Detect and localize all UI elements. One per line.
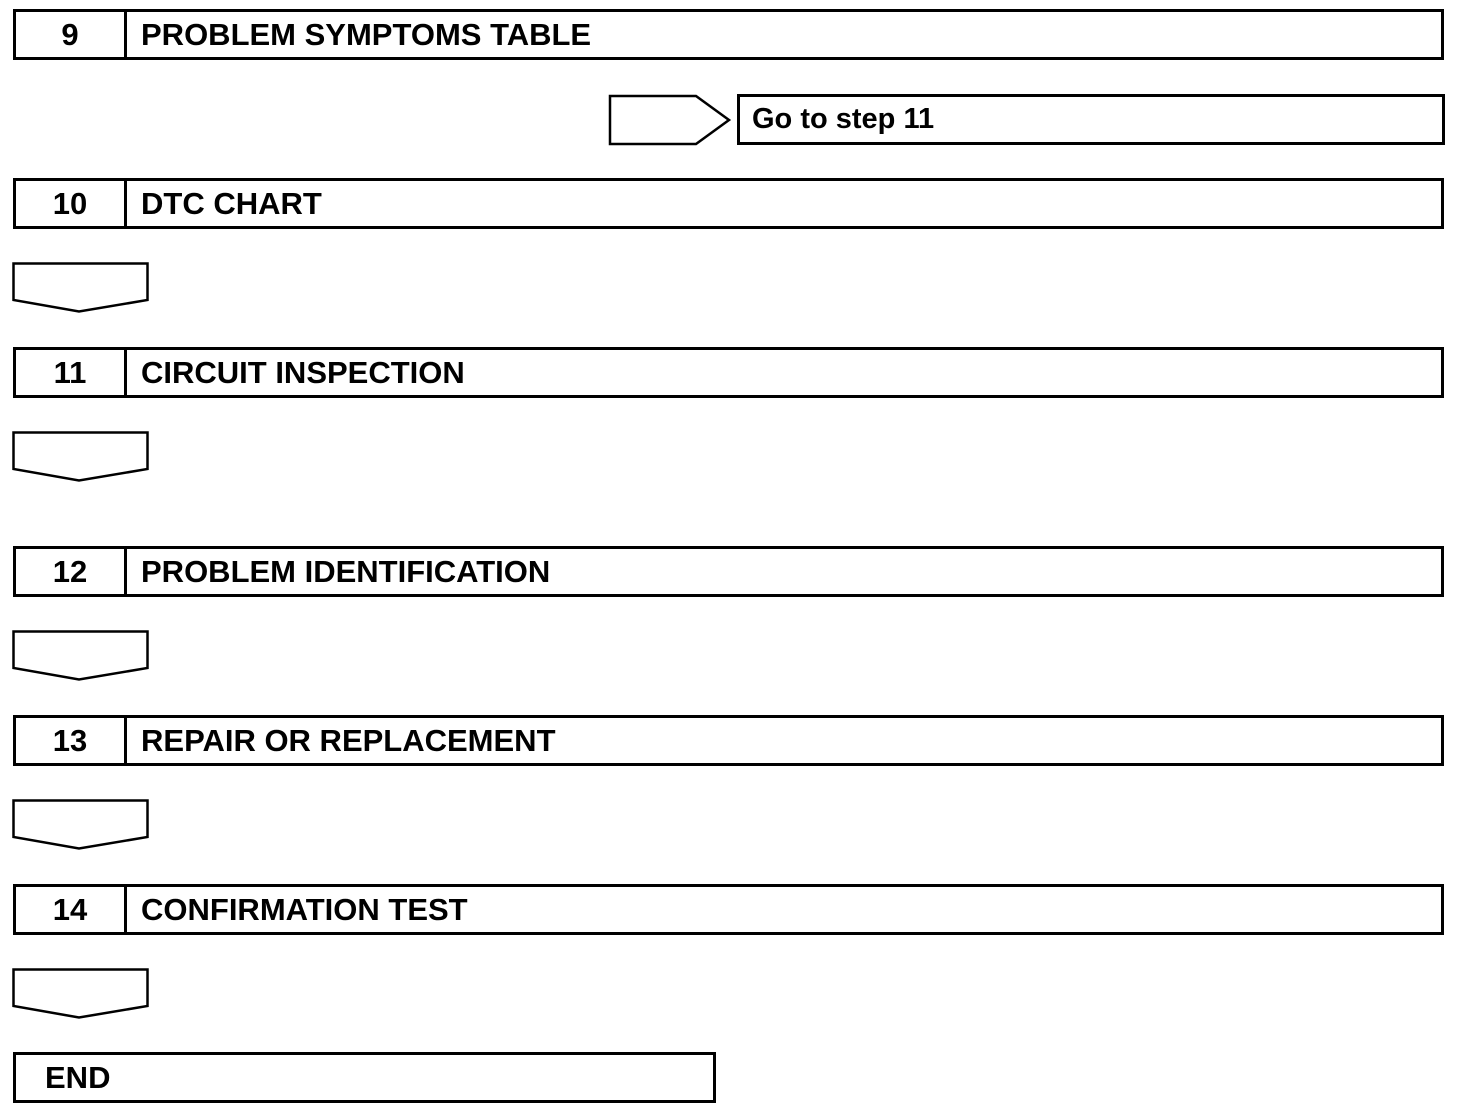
step-title: PROBLEM IDENTIFICATION bbox=[141, 553, 551, 589]
step-12-box bbox=[13, 546, 1444, 597]
step-title: CONFIRMATION TEST bbox=[141, 891, 468, 927]
goto-step-11-box: Go to step 11 bbox=[737, 94, 1445, 145]
down-arrow-icon bbox=[12, 262, 149, 313]
step-title: PROBLEM SYMPTOMS TABLE bbox=[141, 16, 592, 52]
down-arrow-icon bbox=[12, 630, 149, 681]
step-10-box bbox=[13, 178, 1444, 229]
step-number: 14 bbox=[16, 887, 127, 932]
end-box: END bbox=[13, 1052, 716, 1103]
step-number: 12 bbox=[16, 549, 127, 594]
right-arrow-icon bbox=[608, 94, 732, 146]
step-number: 10 bbox=[16, 181, 127, 226]
step-number: 13 bbox=[16, 718, 127, 763]
step-number: 11 bbox=[16, 350, 127, 395]
down-arrow-icon bbox=[12, 431, 149, 482]
step-title: REPAIR OR REPLACEMENT bbox=[141, 722, 556, 758]
step-9-box bbox=[13, 9, 1444, 60]
step-14-box bbox=[13, 884, 1444, 935]
down-arrow-icon bbox=[12, 968, 149, 1019]
step-11-box bbox=[13, 347, 1444, 398]
step-title: CIRCUIT INSPECTION bbox=[141, 354, 465, 390]
step-title: DTC CHART bbox=[141, 185, 322, 221]
down-arrow-icon bbox=[12, 799, 149, 850]
step-number: 9 bbox=[16, 12, 127, 57]
step-13-box bbox=[13, 715, 1444, 766]
